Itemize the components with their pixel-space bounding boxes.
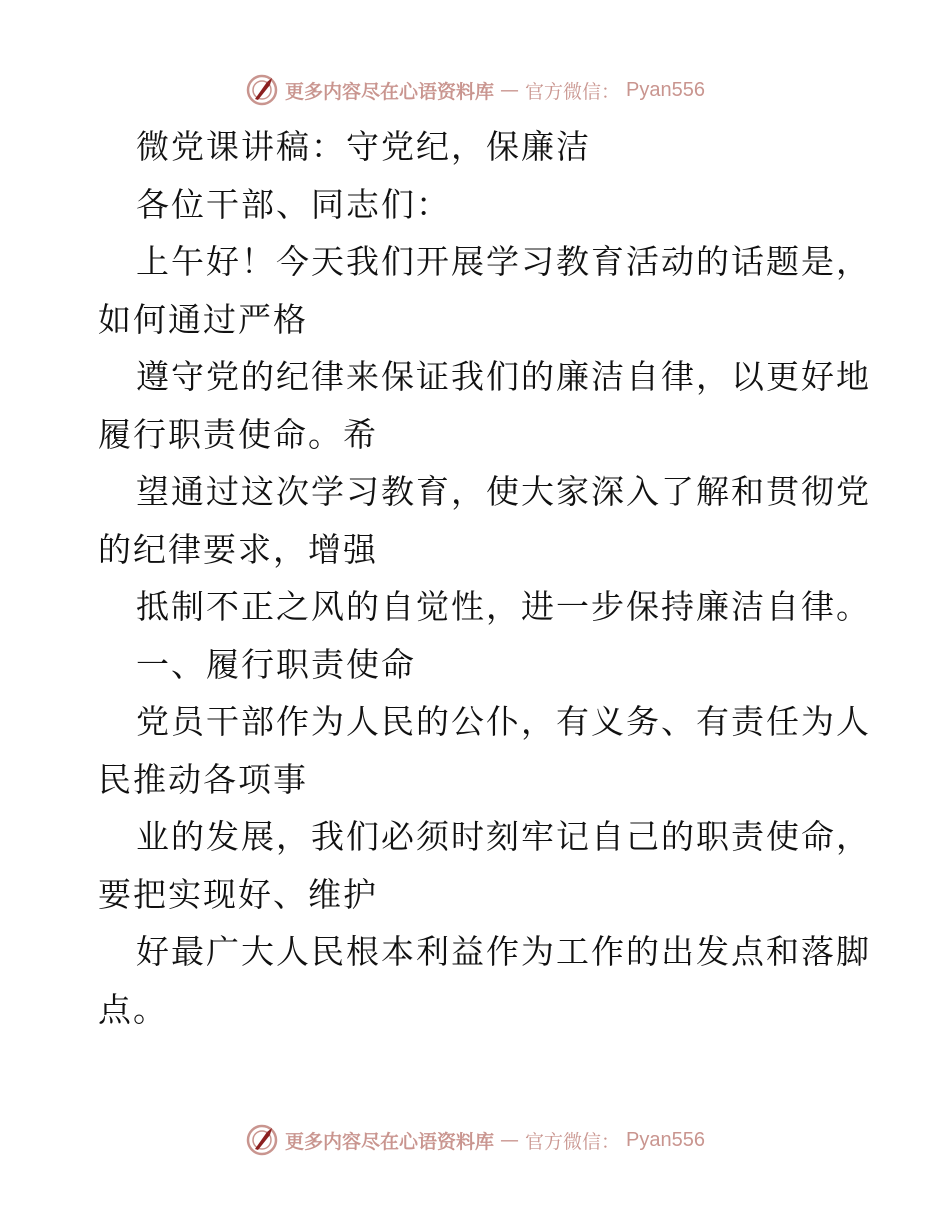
watermark-site-text: 更多内容尽在心语资料库 [285, 80, 495, 103]
watermark-site-text: 更多内容尽在心语资料库 [285, 1130, 495, 1153]
paragraph-line: 民推动各项事 [98, 759, 308, 799]
watermark-account-id: Pyan556 [626, 78, 705, 101]
footer-watermark [0, 1122, 950, 1158]
paragraph-line: 的纪律要求，增强 [98, 529, 378, 569]
document-body [98, 118, 871, 1038]
watermark-account-id: Pyan556 [626, 1128, 705, 1151]
paragraph-line: 履行职责使命。希 [98, 414, 378, 454]
header-watermark [0, 72, 950, 108]
paragraph-line: 点。 [98, 989, 168, 1029]
document-title: 微党课讲稿：守党纪，保廉洁 [136, 127, 591, 166]
quill-logo-icon [245, 1123, 279, 1157]
paragraph-line: 要把实现好、维护 [98, 874, 378, 914]
quill-logo-icon [245, 73, 279, 107]
paragraph-line: 抵制不正之风的自觉性，进一步保持廉洁自律。 [136, 587, 871, 626]
paragraph-line: 业的发展，我们必须时刻牢记自己的职责使命， [136, 817, 871, 856]
paragraph-line: 望通过这次学习教育，使大家深入了解和贯彻党 [136, 472, 871, 511]
paragraph-line: 遵守党的纪律来保证我们的廉洁自律，以更好地 [136, 357, 871, 396]
paragraph-line: 如何通过严格 [98, 299, 308, 339]
salutation: 各位干部、同志们： [136, 184, 451, 224]
paragraph-line: 党员干部作为人民的公仆，有义务、有责任为人 [136, 702, 871, 741]
watermark-dash: — [500, 1129, 520, 1151]
paragraph-line: 好最广大人民根本利益作为工作的出发点和落脚 [136, 932, 871, 971]
section-heading: 一、履行职责使命 [136, 644, 416, 684]
watermark-official-label: 官方微信： [525, 1130, 621, 1153]
watermark-official-label: 官方微信： [525, 80, 621, 103]
watermark-dash: — [500, 79, 520, 101]
paragraph-line: 上午好！今天我们开展学习教育活动的话题是， [136, 242, 871, 281]
